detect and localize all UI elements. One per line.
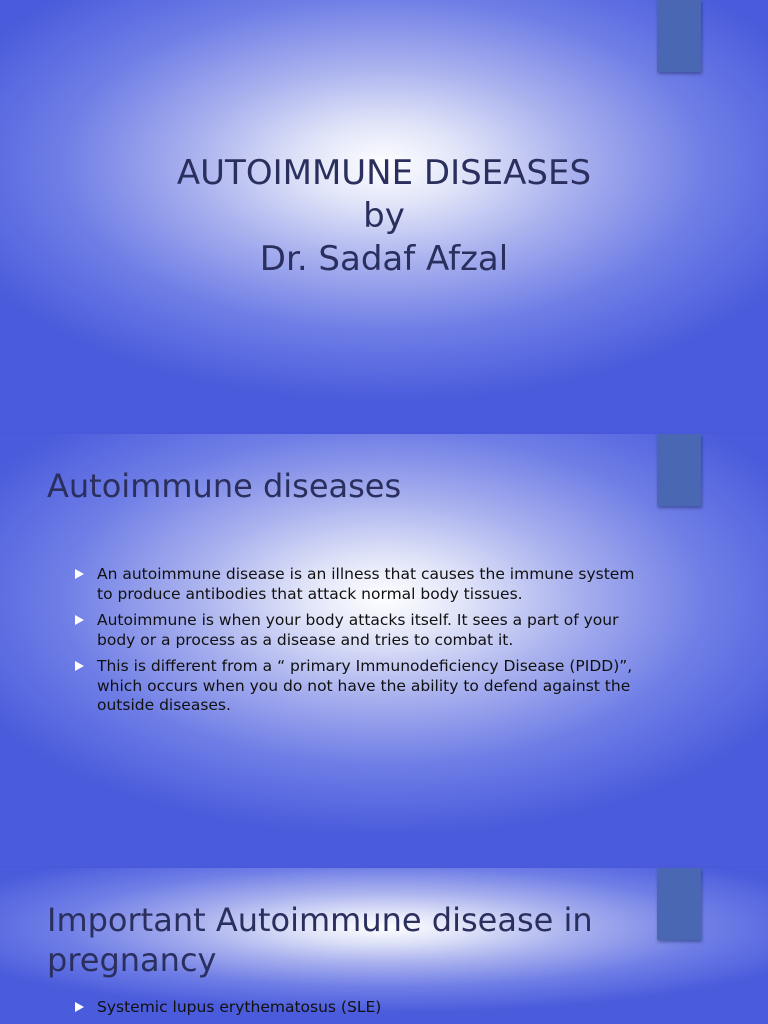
accent-rectangle bbox=[657, 0, 701, 72]
bullet-text: An autoimmune disease is an illness that causes the immune system to produce antibodies that attack normal body tissues. bbox=[97, 565, 635, 603]
list-item bbox=[75, 611, 635, 650]
slide-heading: Autoimmune diseases bbox=[47, 467, 402, 505]
pregnancy-slide bbox=[0, 868, 768, 1024]
definition-slide bbox=[0, 434, 768, 866]
triangle-right-icon bbox=[75, 569, 84, 579]
title-line-author: Dr. Sadaf Afzal bbox=[259, 239, 509, 279]
list-item bbox=[75, 565, 635, 604]
title-line-by: by bbox=[363, 196, 405, 236]
bullet-list bbox=[75, 998, 635, 1024]
triangle-right-icon bbox=[75, 1002, 84, 1012]
list-item bbox=[75, 998, 635, 1018]
title-line-main: AUTOIMMUNE DISEASES bbox=[176, 153, 592, 193]
bullet-text: This is different from a “ primary Immunodeficiency Disease (PIDD)”, which occurs when you do not have the ability to defend against the outside diseases. bbox=[97, 657, 633, 714]
title-slide bbox=[0, 0, 768, 432]
bullet-text: Systemic lupus erythematosus (SLE) bbox=[97, 998, 382, 1016]
presentation-title bbox=[0, 152, 768, 281]
triangle-right-icon bbox=[75, 661, 84, 671]
slide-heading: Important Autoimmune disease in pregnancy bbox=[47, 901, 593, 979]
bullet-list bbox=[75, 565, 635, 723]
list-item bbox=[75, 657, 635, 716]
bullet-text: Autoimmune is when your body attacks itself. It sees a part of your body or a process as a disease and tries to combat it. bbox=[97, 611, 619, 649]
triangle-right-icon bbox=[75, 615, 84, 625]
accent-rectangle bbox=[657, 434, 701, 506]
